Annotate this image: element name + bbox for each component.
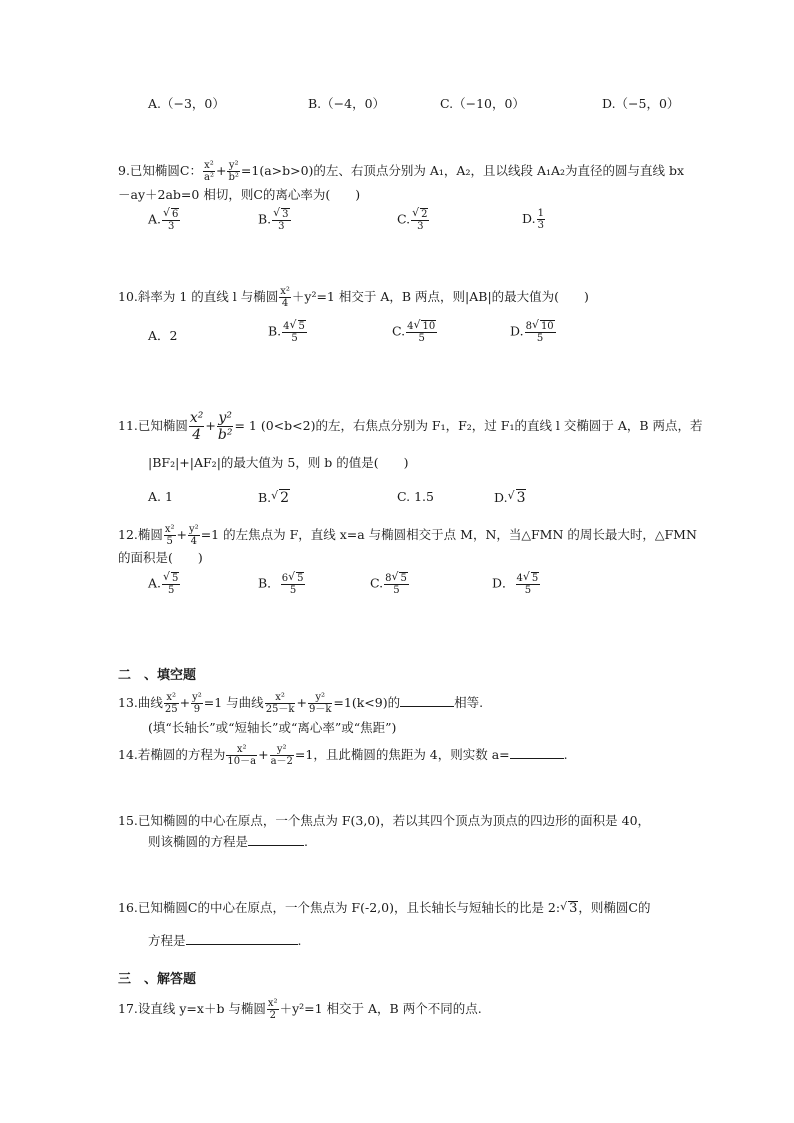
q12-option-a: A. √ $\frac{5}{5}$ — [148, 572, 181, 596]
q11-option-b: B.√ 2 — [258, 489, 290, 506]
q12-stem-line2: 的面积是( ) — [118, 550, 203, 565]
q16-answer-blank[interactable] — [186, 932, 298, 945]
q11-option-d: D.√ 3 — [494, 489, 526, 506]
fraction: $\frac{\text{y²}}{\text{b²}}$ — [228, 160, 239, 183]
q9-stem-line2: －ay＋2ab=0 相切，则C的离心率为( ) — [118, 187, 361, 202]
section-fill-in-heading: 二 、填空题 — [118, 668, 197, 683]
q8-option-b: B.（−4，0） — [308, 96, 386, 111]
q16-stem-line1: 16.已知椭圆C的中心在原点，一个焦点为 F(-2,0)，且长轴长与短轴长的比是 2:√ 3，则椭圆C的 — [118, 900, 650, 916]
q14-stem: 14.若椭圆的方程为 $\frac{\text{x²}}{10-a}$ + $\frac{\text{y²}}{a-2}$ =1，且此椭圆的焦距为 4，则实数 a= . — [118, 744, 568, 767]
q16-stem-line2: 方程是 . — [148, 933, 302, 948]
q11-stem-line1: 11.已知椭圆 $\frac{\text{x²}}{4}$ + $\frac{\text{y²}}{\text{b²}}$ = 1 (0<b<2)的左，右焦点分别为 F₁，F₂，过 F₁的直线 l 交椭圆于 A，B 两点，若 — [118, 410, 703, 443]
fraction: $\frac{\text{x²}}{\text{a²}}$ — [204, 160, 214, 183]
q11-stem-line2: |BF₂|+|AF₂|的最大值为 5，则 b 的值是( ) — [148, 455, 409, 470]
q8-option-c: C.（−10，0） — [440, 96, 525, 111]
q13-answer-blank[interactable] — [400, 694, 454, 707]
q12-option-d: D． $\frac{4√ 5}{5}$ — [492, 572, 541, 596]
q9-option-a: A. √ $\frac{6}{3}$ — [148, 208, 181, 232]
q15-stem-line2: 则该椭圆的方程是 . — [148, 834, 308, 849]
q9-stem-line1: 9.已知椭圆C： $\frac{\text{x²}}{\text{a²}}$ + $\frac{\text{y²}}{\text{b²}}$ =1(a>b>0)的左、右顶点分别为 A₁，A₂，且以线段 A₁A₂为直径的圆与直线 bx — [118, 160, 685, 183]
q10-option-d: D. $\frac{8√ 10}{5}$ — [510, 320, 557, 344]
q12-option-c: C. $\frac{8√ 5}{5}$ — [370, 572, 410, 596]
q10-option-a: A．2 — [148, 328, 178, 343]
q14-answer-blank[interactable] — [510, 746, 564, 759]
q11-option-a: A. 1 — [148, 489, 173, 504]
q10-option-b: B. $\frac{4√ 5}{5}$ — [268, 320, 308, 344]
q12-stem-line1: 12.椭圆 $\frac{\text{x²}}{5}$ + $\frac{\text{y²}}{4}$ =1 的左焦点为 F，直线 x=a 与椭圆相交于点 M，N，当△FMN 的周长最大时，△FMN — [118, 524, 697, 547]
q13-stem-line1: 13.曲线 $\frac{\text{x²}}{25}$ + $\frac{\text{y²}}{9}$ =1 与曲线 $\frac{\text{x²}}{25-k}$ + $\frac{\text{y²}}{9-k}$ =1(k<9)的 相等. — [118, 692, 484, 715]
q10-option-c: C. $\frac{4√ 10}{5}$ — [392, 320, 438, 344]
q9-option-c: C. √ $\frac{2}{3}$ — [397, 208, 430, 232]
q11-option-c: C. 1.5 — [397, 489, 434, 504]
q9-option-b: B. √ $\frac{3}{3}$ — [258, 208, 292, 232]
q12-option-b: B． $\frac{6√ 5}{5}$ — [258, 572, 306, 596]
section-solution-heading: 三 、解答题 — [118, 972, 197, 987]
q8-option-d: D.（−5，0） — [602, 96, 680, 111]
q9-option-d: D. $\frac{1}{3}$ — [522, 208, 544, 231]
q8-option-a: A.（−3，0） — [148, 96, 225, 111]
q10-stem: 10.斜率为 1 的直线 l 与椭圆 $\frac{\text{x²}}{4}$ ＋y²=1 相交于 A，B 两点，则|AB|的最大值为( ) — [118, 286, 589, 309]
q17-stem: 17.设直线 y=x＋b 与椭圆 $\frac{\text{x²}}{2}$ ＋y²=1 相交于 A，B 两个不同的点. — [118, 998, 482, 1021]
q13-hint: (填“长轴长”或“短轴长”或“离心率”或“焦距”) — [148, 720, 397, 735]
q15-stem-line1: 15.已知椭圆的中心在原点，一个焦点为 F(3,0)，若以其四个顶点为顶点的四边形的面积是 40， — [118, 813, 651, 828]
q15-answer-blank[interactable] — [248, 833, 304, 846]
